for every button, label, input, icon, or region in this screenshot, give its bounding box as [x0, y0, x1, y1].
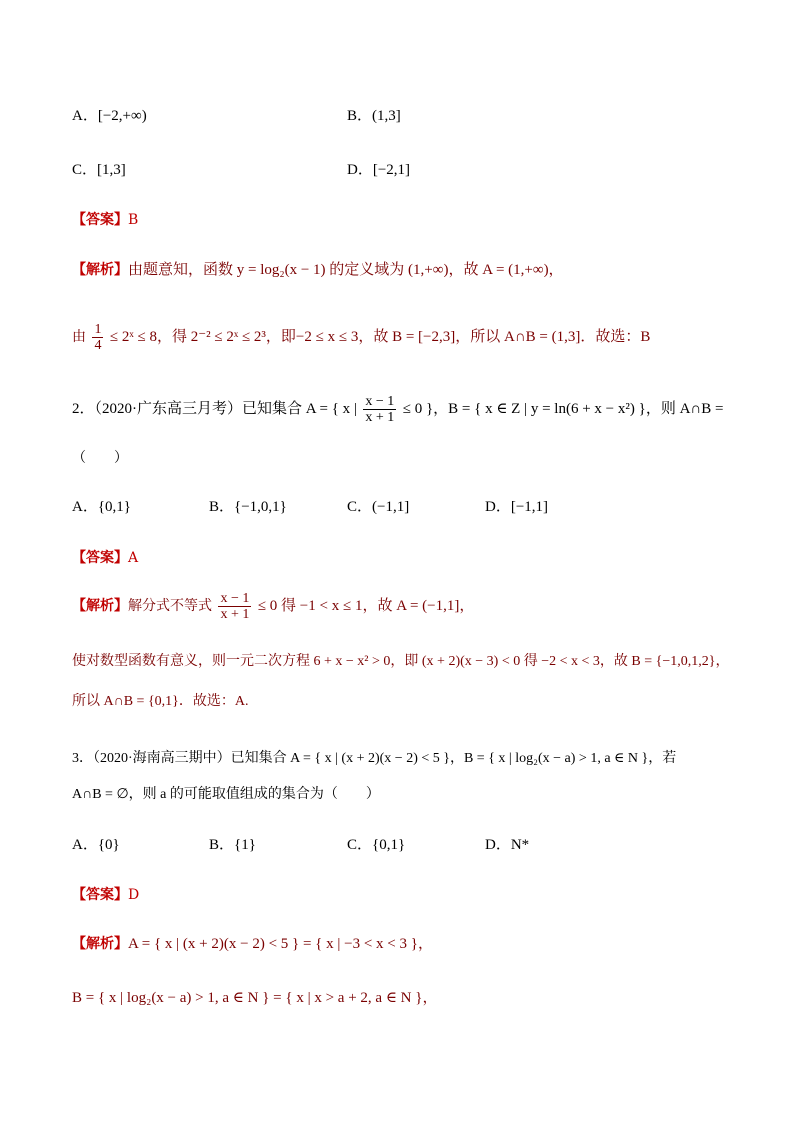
q1-answer	[72, 210, 138, 230]
q3-option-c: C．{0,1}	[347, 837, 406, 853]
analysis-text: A = { x | (x + 2)(x − 2) < 5 } = { x | −3 < x < 3 }，	[128, 936, 433, 952]
q2-option-b: B．{−1,0,1}	[209, 499, 287, 515]
analysis-tag: 【解析】	[72, 598, 128, 614]
analysis-text: 解分式不等式	[128, 598, 212, 614]
q3-analysis-line-2: B = { x | log₂(x − a) > 1, a ∈ N } = { x | x > a + 2, a ∈ N }，	[72, 990, 438, 1006]
q1-option-c: C．[1,3]	[72, 162, 126, 178]
answer-tag: 【答案】	[72, 887, 128, 903]
q3-stem-line-1: 3．（2020·海南高三期中）已知集合 A = { x | (x + 2)(x − 2) < 5 }，B = { x | log₂(x − a) > 1, a ∈ N }，若	[72, 751, 677, 766]
fraction	[363, 394, 396, 425]
answer-value: A	[128, 550, 139, 566]
q1-option-a: A．[−2,+∞)	[72, 108, 147, 124]
stem-text: 2．（2020·广东高三月考）已知集合 A = { x |	[72, 401, 357, 417]
analysis-text: 由	[72, 329, 86, 345]
q2-stem	[72, 392, 723, 426]
fraction-numerator: x − 1	[220, 590, 250, 606]
fraction-denominator: 4	[94, 337, 102, 353]
analysis-tag: 【解析】	[72, 262, 128, 278]
q2-option-a: A．{0,1}	[72, 499, 131, 515]
q2-option-c: C．(−1,1]	[347, 499, 410, 515]
answer-tag: 【答案】	[72, 550, 128, 566]
q2-option-d: D．[−1,1]	[485, 499, 549, 515]
analysis-tag: 【解析】	[72, 936, 128, 952]
q1-option-b: B．(1,3]	[347, 108, 401, 124]
answer-value: D	[128, 887, 140, 903]
q1-analysis-line-1	[72, 260, 564, 280]
q2-analysis-line-3: 所以 A∩B = {0,1}．故选：A.	[72, 694, 249, 709]
analysis-text: ≤ 0 得 −1 < x ≤ 1，故 A = (−1,1]，	[257, 598, 475, 614]
q3-option-a: A．{0}	[72, 837, 120, 853]
fraction-denominator: x + 1	[220, 606, 250, 622]
q1-analysis-line-2	[72, 320, 650, 354]
answer-tag: 【答案】	[72, 212, 128, 228]
fraction-denominator: x + 1	[365, 409, 395, 425]
q2-analysis-line-1	[72, 588, 474, 624]
q3-analysis-line-1	[72, 934, 433, 954]
q2-answer	[72, 548, 138, 568]
stem-text: ≤ 0 }，B = { x ∈ Z | y = ln(6 + x − x²) }，则 A∩B =	[402, 401, 724, 417]
q3-option-d: D．N*	[485, 837, 530, 853]
fraction-numerator: 1	[94, 321, 102, 337]
analysis-text: ≤ 2ˣ ≤ 8，得 2⁻² ≤ 2ˣ ≤ 2³，即−2 ≤ x ≤ 3，故 B = [−2,3]，所以 A∩B = (1,3]．故选：B	[109, 329, 651, 345]
q1-option-d: D．[−2,1]	[347, 162, 411, 178]
q3-answer	[72, 885, 139, 905]
answer-value: B	[128, 212, 139, 228]
q3-stem-line-2: A∩B = ∅，则 a 的可能取值组成的集合为（ ）	[72, 787, 380, 802]
fraction	[218, 591, 251, 622]
q2-analysis-line-2: 使对数型函数有意义，则一元二次方程 6 + x − x² > 0，即 (x + 2)(x − 3) < 0 得 −2 < x < 3，故 B = {−1,0,1,2}，	[72, 654, 730, 669]
fraction	[92, 322, 103, 353]
fraction-numerator: x − 1	[365, 393, 395, 409]
q3-option-b: B．{1}	[209, 837, 256, 853]
q2-paren: （ ）	[72, 450, 128, 466]
analysis-text: 由题意知，函数 y = log₂(x − 1) 的定义域为 (1,+∞)，故 A = (1,+∞)，	[128, 262, 564, 278]
